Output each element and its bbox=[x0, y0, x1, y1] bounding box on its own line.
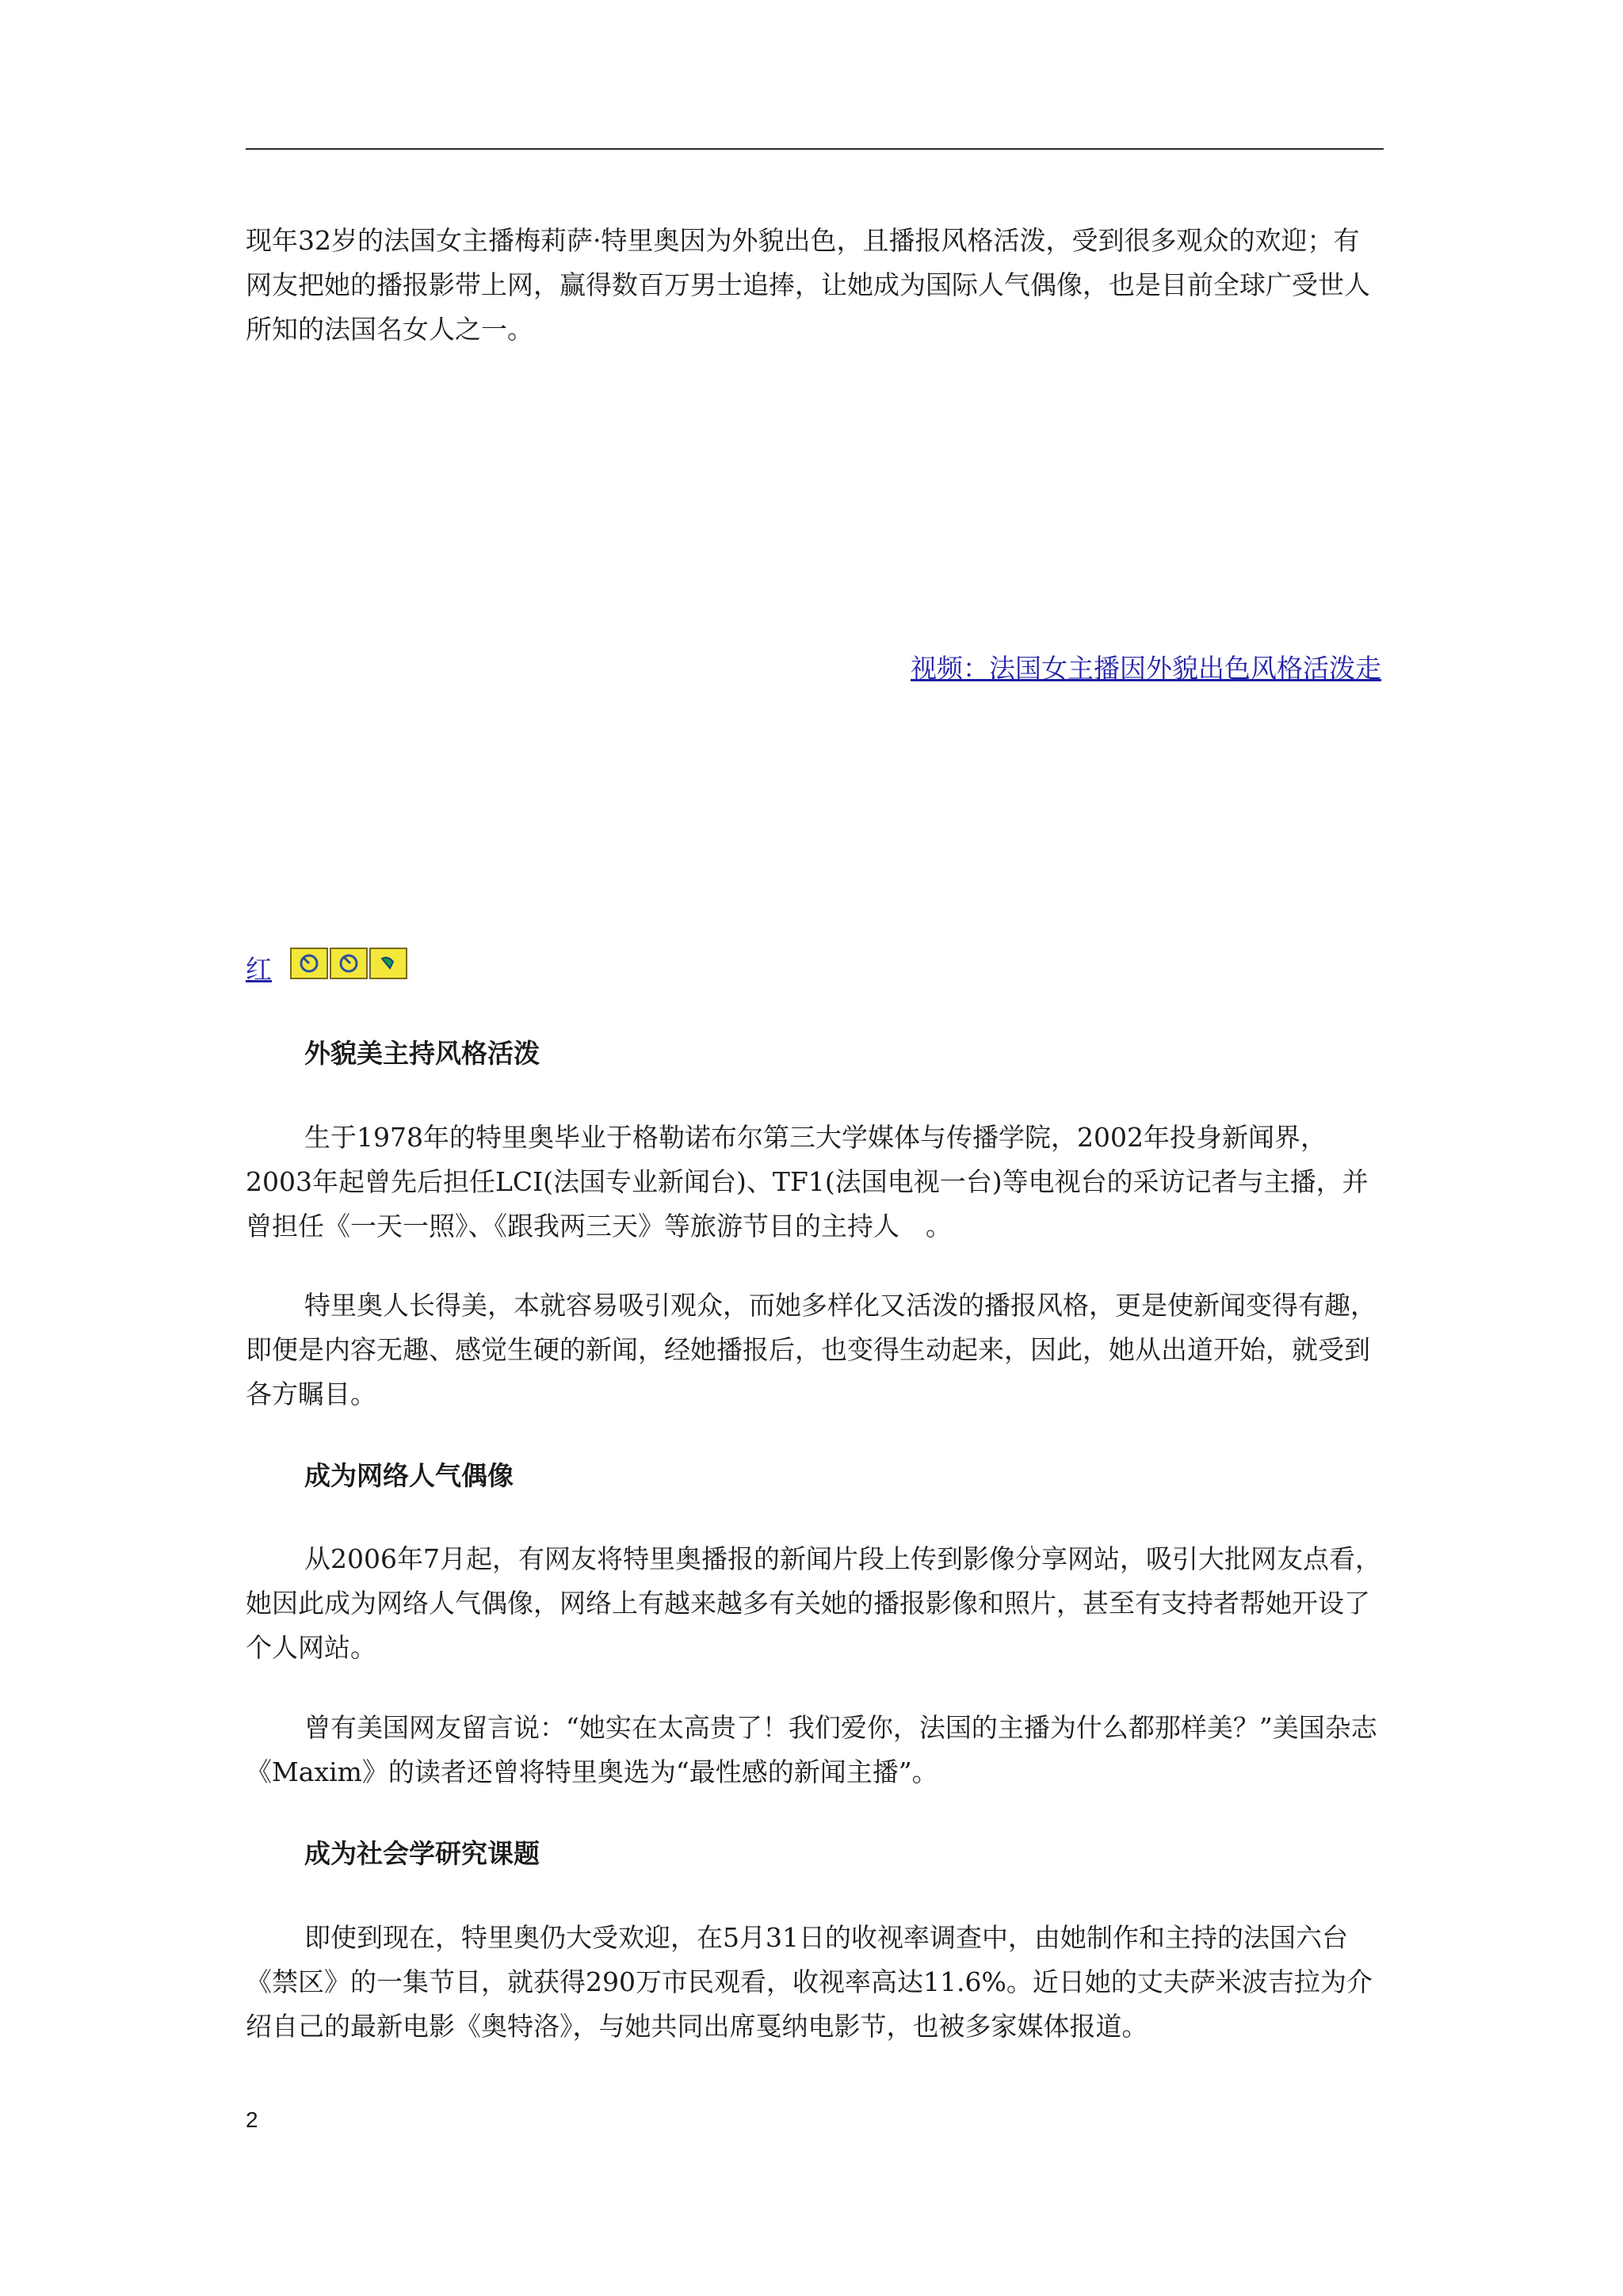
video-link[interactable]: 视频：法国女主播因外貌出色风格活泼走 bbox=[911, 653, 1381, 684]
page-number: 2 bbox=[246, 2107, 258, 2132]
header-rule bbox=[246, 148, 1384, 150]
forward-icon[interactable] bbox=[369, 948, 407, 979]
section-heading-1: 外貌美主持风格活泼 bbox=[304, 1038, 540, 1069]
section-2-paragraph-1: 从2006年7月起，有网友将特里奥播报的新闻片段上传到影像分享网站，吸引大批网友点看，她因此成为网络人气偶像，网络上有越来越多有关她的播报影像和照片，甚至有支持者帮她开设了个人网站。 bbox=[246, 1543, 1381, 1663]
section-2-paragraph-2: 曾有美国网友留言说：“她实在太高贵了！我们爱你，法国的主播为什么都那样美？”美国杂志《Maxim》的读者还曾将特里奥选为“最性感的新闻主播”。 bbox=[246, 1712, 1377, 1787]
red-link[interactable]: 红 bbox=[246, 954, 272, 985]
play-icon[interactable] bbox=[330, 948, 368, 979]
rewind-icon[interactable] bbox=[290, 948, 328, 979]
section-heading-3: 成为社会学研究课题 bbox=[304, 1838, 540, 1869]
section-1-paragraph-1: 生于1978年的特里奥毕业于格勒诺布尔第三大学媒体与传播学院，2002年投身新闻界，2003年起曾先后担任LCI(法国专业新闻台)、TF1(法国电视一台)等电视台的采访记者与主播，并曾担任《一天一照》、《跟我两三天》等旅游节目的主持人 。 bbox=[246, 1122, 1369, 1241]
media-controls bbox=[290, 948, 412, 979]
section-heading-2: 成为网络人气偶像 bbox=[304, 1460, 514, 1491]
intro-paragraph: 现年32岁的法国女主播梅莉萨·特里奥因为外貌出色，且播报风格活泼，受到很多观众的欢迎；有网友把她的播报影带上网，赢得数百万男士追捧，让她成为国际人气偶像，也是目前全球广受世人所知的法国名女人之一。 bbox=[246, 225, 1370, 345]
section-1-paragraph-2: 特里奥人长得美，本就容易吸引观众，而她多样化又活泼的播报风格，更是使新闻变得有趣，即便是内容无趣、感觉生硬的新闻，经她播报后，也变得生动起来，因此，她从出道开始，就受到各方瞩目。 bbox=[246, 1290, 1377, 1409]
section-3-paragraph-1: 即使到现在，特里奥仍大受欢迎，在5月31日的收视率调查中，由她制作和主持的法国六台《禁区》的一集节目，就获得290万市民观看，收视率高达11.6%。近日她的丈夫萨米波吉拉为介绍自己的最新电影《奥特洛》，与她共同出席戛纳电影节，也被多家媒体报道。 bbox=[246, 1922, 1373, 2042]
